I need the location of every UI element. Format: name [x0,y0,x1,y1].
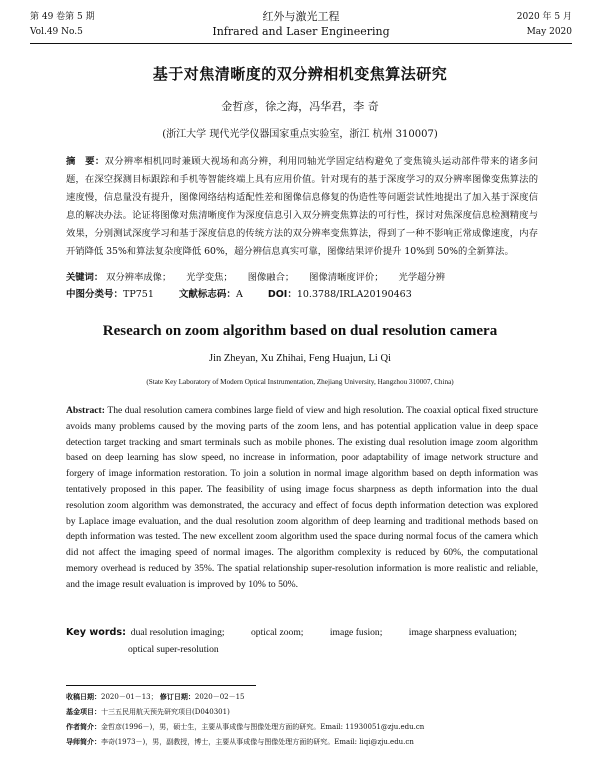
header-volume-cn: 第 49 卷第 5 期 [30,12,95,22]
chinese-keyword: 光学超分辨 [398,272,446,283]
chinese-keywords-label: 关键词： [66,272,104,283]
chinese-authors: 金哲彦，徐之海，冯华君，李 奇 [221,100,379,113]
advisor-bio-text: 李奇(1973－)，男，副教授，博士，主要从事成像与图像处理方面的研究。Email: liqi@zju.edu.cn [101,738,414,746]
chinese-abstract [66,153,538,261]
doi-value: 10.3788/IRLA20190463 [296,289,412,300]
english-abstract-label: Abstract: [66,405,105,416]
footnote-divider [66,685,256,686]
clc-label: 中图分类号： [66,289,124,300]
chinese-title: 基于对焦清晰度的双分辨相机变焦算法研究 [152,65,448,83]
header-journal-cn: 红外与激光工程 [262,10,340,23]
author-bio-text: 金哲彦(1996－)，男，硕士生，主要从事成像与图像处理方面的研究。Email: 11930051@zju.edu.cn [101,723,425,731]
running-header [30,11,572,41]
fund-label: 基金项目： [66,708,101,716]
document-code: A [235,289,243,300]
clc-number: TP751 [123,289,154,300]
classification-line [66,287,560,303]
revised-label: 修订日期： [159,693,195,701]
english-authors: Jin Zheyan, Xu Zhihai, Feng Huajun, Li Qi [209,353,391,364]
header-journal-en: Infrared and Laser Engineering [212,25,390,38]
english-keyword: optical super-resolution [128,644,219,655]
doi-label: DOI： [267,289,297,300]
advisor-bio-label: 导师简介： [66,738,101,746]
chinese-keyword: 光学变焦； [186,272,233,283]
english-keywords [66,624,560,658]
english-keyword: dual resolution imaging; [130,627,225,638]
footnote-dates [66,690,560,705]
header-divider [30,43,572,44]
author-bio-label: 作者简介： [66,723,101,731]
footnote-advisor [66,735,560,750]
chinese-keyword: 图像清晰度评价； [309,272,384,283]
chinese-keywords [66,270,560,286]
english-affiliation: (State Key Laboratory of Modern Optical Instrumentation, Zhejiang University, Hangzhou 310007, China) [146,378,454,386]
chinese-keyword: 图像融合； [247,272,295,283]
header-date-en: May 2020 [526,27,572,37]
footnotes [66,690,560,750]
chinese-affiliation: (浙江大学 现代光学仪器国家重点实验室，浙江 杭州 310007) [162,129,438,140]
english-keyword: image fusion; [329,627,383,638]
document-code-label: 文献标志码： [178,289,236,300]
fund-text: 十三五民用航天预先研究项目(D040301) [101,708,230,716]
english-keyword: optical zoom; [250,627,304,638]
chinese-abstract-label: 摘 要： [66,156,105,167]
footnote-fund [66,705,560,720]
header-volume-en: Vol.49 No.5 [30,27,83,37]
footnote-author [66,720,560,735]
chinese-keyword: 双分辨率成像； [106,272,172,283]
english-abstract-text: The dual resolution camera combines large field of view and high resolution. The coaxial optical fixed structure avoids many problems caused by the moving parts of the zoom lens, and has potential application value in deep space detection target tracking and smart terminals such as mobile phones. The existing dual resolution image zoom algorithm based on deep learning has slow speed, no increase in information, poor adaptability of image network structure and forgery of image information restoration. To join a solution in normal image algorithm based on depth information was tentatively proposed in this paper. The feasibility of using image focus sharpness as depth information into the dual resolution zoom algorithm was demonstrated, the accuracy and effect of focus depth information detection was explored by Laplace image evaluation, and the dual resolution zoom algorithm of deep learning and traditional methods based on depth information was tested. The new excellent zoom algorithm used the space during normal focus of the camera which did not affect the imaging speed of normal images. The algorithm complexity is reduced by 60%, the computational memory overhead is reduced by 35%. The spatial relationship super-resolution information is more realistic and reliable, and the image result evaluation is improved by 10% to 50%. [66,405,538,590]
english-title: Research on zoom algorithm based on dual resolution camera [102,323,498,339]
received-label: 收稿日期： [66,693,101,701]
received-date: 2020－01－13； [101,693,158,701]
english-abstract [66,403,538,593]
chinese-abstract-text: 双分辨率相机同时兼顾大视场和高分辨，利用同轴光学固定结构避免了变焦镜头运动部件带来的诸多问题，在深空探测目标跟踪和手机等智能终端上具有应用价值。针对现有的基于深度学习的双分辨率图像变焦算法的速度慢，信息量没有提升，图像网络结构适配性差和图像信息修复的伪造性等问题尝试性地提出了加入基于深度信息的解决办法。论证将图像对焦清晰度作为深度信息引入双分辨变焦算法的可行性，探讨对焦深度信息检测精度与效果，分别测试深度学习和基于深度信息的传统方法的双分辨率变焦算法，得到了一种不影响正常成像速度，内存开销降低 35%和算法复杂度降低 60%，超分辨信息真实可靠，图像结果评价提升 10%到 50%的全新算法。 [66,156,538,257]
english-keywords-label: Key words: [66,627,126,638]
english-keyword: image sharpness evaluation; [408,627,517,638]
header-date-cn: 2020 年 5 月 [516,12,572,22]
revised-date: 2020－02－15 [194,693,245,701]
